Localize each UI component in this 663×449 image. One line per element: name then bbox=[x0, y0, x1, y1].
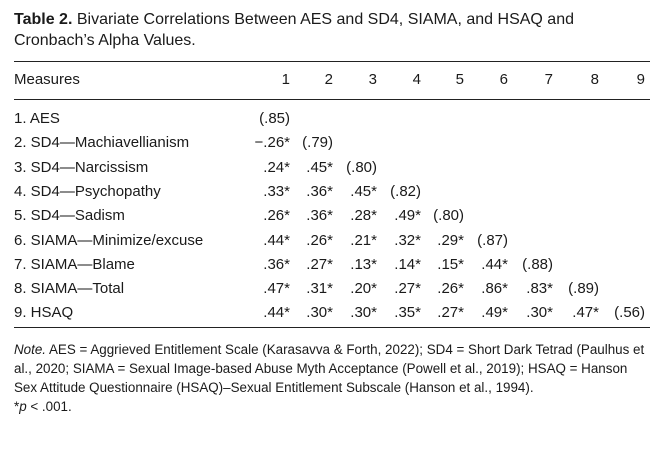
table-caption bbox=[14, 9, 654, 51]
table-cell: .24* bbox=[263, 158, 290, 176]
column-header: 5 bbox=[455, 71, 464, 88]
table-cell: .36* bbox=[306, 182, 333, 200]
table-cell: .33* bbox=[263, 182, 290, 200]
table-cell: .26* bbox=[263, 207, 290, 225]
table-cell: .47* bbox=[572, 304, 599, 322]
table-cell: (.80) bbox=[433, 207, 464, 225]
table-cell: .27* bbox=[437, 304, 464, 322]
table-cell: .27* bbox=[394, 280, 421, 298]
table-cell: .28* bbox=[350, 207, 377, 225]
table-cell: .86* bbox=[481, 280, 508, 298]
table-cell: .36* bbox=[263, 255, 290, 273]
row-label: 1. AES bbox=[14, 110, 60, 127]
column-header: 8 bbox=[590, 71, 599, 88]
row-label: 4. SD4—Psychopathy bbox=[14, 182, 161, 200]
table-note bbox=[14, 340, 654, 416]
table-cell: .26* bbox=[306, 231, 333, 249]
note-label: Note. bbox=[14, 342, 47, 357]
table-cell: .44* bbox=[263, 304, 290, 322]
row-label: 3. SD4—Narcissism bbox=[14, 158, 149, 176]
table-cell: .30* bbox=[350, 304, 377, 322]
table-top-rule bbox=[14, 61, 650, 62]
table-cell: .45* bbox=[306, 158, 333, 176]
row-label: 2. SD4—Machiavellianism bbox=[14, 134, 190, 152]
table-cell: .20* bbox=[350, 280, 377, 298]
table-cell: .30* bbox=[526, 304, 553, 322]
table-cell: .49* bbox=[394, 207, 421, 225]
table-cell: .44* bbox=[481, 255, 508, 273]
table-bottom-rule bbox=[14, 327, 650, 328]
note-sig-p: p bbox=[19, 399, 27, 414]
table-cell: (.82) bbox=[390, 182, 421, 200]
table-cell: .15* bbox=[437, 255, 464, 273]
column-header: 2 bbox=[324, 71, 333, 88]
note-sig-prefix: * bbox=[14, 399, 20, 414]
table-caption-text: Bivariate Correlations Between AES and SD4, SIAMA, and HSAQ and Cronbach’s Alpha Values. bbox=[14, 11, 574, 49]
table-cell: (.88) bbox=[522, 255, 553, 273]
table-cell: .14* bbox=[394, 255, 421, 273]
header-measures: Measures bbox=[14, 71, 80, 88]
row-label: 5. SD4—Sadism bbox=[14, 207, 125, 225]
table-cell: (.79) bbox=[302, 134, 333, 152]
note-significance bbox=[14, 397, 654, 416]
table-cell: (.87) bbox=[477, 231, 508, 249]
table-cell: .27* bbox=[306, 255, 333, 273]
note-abbreviations bbox=[14, 340, 654, 397]
column-header: 1 bbox=[281, 71, 290, 88]
table-cell: .83* bbox=[526, 280, 553, 298]
table-cell: .30* bbox=[306, 304, 333, 322]
table-cell: .13* bbox=[350, 255, 377, 273]
table-cell: (.80) bbox=[346, 158, 377, 176]
table-header-rule bbox=[14, 99, 650, 100]
note-sig-text: < .001. bbox=[26, 399, 72, 414]
table-cell: .44* bbox=[263, 231, 290, 249]
table-cell: .31* bbox=[306, 280, 333, 298]
column-header: 9 bbox=[636, 71, 645, 88]
row-label: 6. SIAMA—Minimize/excuse bbox=[14, 231, 204, 249]
note-text: AES = Aggrieved Entitlement Scale (Karasavva & Forth, 2022); SD4 = Short Dark Tetrad (Paulhus et al., 2020; SIAMA = Sexual Image-based Abuse Myth Acceptance (Powell et al., 2019); HSAQ = Hanson Sex Attitude Questionnaire (HSAQ)–Sexual Entitlement Subscale (Hanson et al., 1994). bbox=[14, 342, 645, 395]
table-cell: .47* bbox=[263, 280, 290, 298]
column-header: 3 bbox=[368, 71, 377, 88]
table-cell: .29* bbox=[437, 231, 464, 249]
table-cell: .49* bbox=[481, 304, 508, 322]
table-caption-label: Table 2. bbox=[14, 11, 73, 28]
table-cell: (.56) bbox=[614, 304, 645, 322]
table-cell: (.85) bbox=[259, 110, 290, 127]
row-label: 8. SIAMA—Total bbox=[14, 280, 125, 298]
table-cell: .35* bbox=[394, 304, 421, 322]
table-cell: .32* bbox=[394, 231, 421, 249]
table-cell: .36* bbox=[306, 207, 333, 225]
row-label: 9. HSAQ bbox=[14, 304, 74, 322]
column-header: 6 bbox=[499, 71, 508, 88]
table-cell: −.26* bbox=[254, 134, 290, 152]
column-header: 7 bbox=[544, 71, 553, 88]
table-cell: .26* bbox=[437, 280, 464, 298]
table-cell: (.89) bbox=[568, 280, 599, 298]
column-header: 4 bbox=[412, 71, 421, 88]
row-label: 7. SIAMA—Blame bbox=[14, 255, 135, 273]
table-cell: .21* bbox=[350, 231, 377, 249]
table-cell: .45* bbox=[350, 182, 377, 200]
